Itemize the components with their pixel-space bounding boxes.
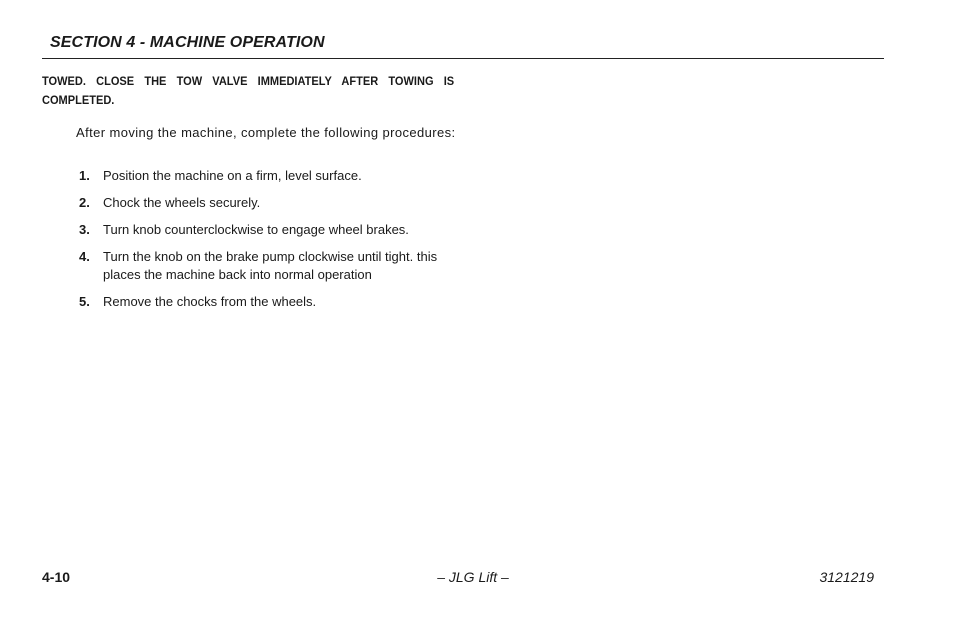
page-number: 4-10 <box>42 569 71 585</box>
step-item <box>79 167 479 185</box>
warning-text: TOWED. CLOSE THE TOW VALVE IMMEDIATELY AFTER TOWING IS COMPLETED. <box>42 74 455 107</box>
step-text: Turn the knob on the brake pump clockwise until tight. this places the machine back into normal operation <box>103 249 438 282</box>
step-number: 2. <box>79 195 90 210</box>
intro-paragraph: After moving the machine, complete the following procedures: <box>76 125 456 140</box>
step-text: Chock the wheels securely. <box>103 195 261 210</box>
step-item <box>79 194 479 212</box>
footer-title: – JLG Lift – <box>437 569 509 585</box>
step-number: 1. <box>79 168 90 183</box>
step-item <box>79 293 479 311</box>
step-text: Position the machine on a firm, level surface. <box>103 168 362 183</box>
procedure-steps <box>79 167 479 320</box>
step-number: 3. <box>79 222 90 237</box>
step-text: Remove the chocks from the wheels. <box>103 293 317 309</box>
step-item <box>79 248 479 283</box>
step-number: 5. <box>79 293 90 309</box>
header-rule <box>42 58 884 59</box>
section-title: SECTION 4 - MACHINE OPERATION <box>50 34 325 51</box>
step-text: Turn knob counterclockwise to engage wheel brakes. <box>103 222 409 237</box>
document-number: 3121219 <box>819 569 874 585</box>
step-item <box>79 221 479 239</box>
step-number: 4. <box>79 249 90 264</box>
